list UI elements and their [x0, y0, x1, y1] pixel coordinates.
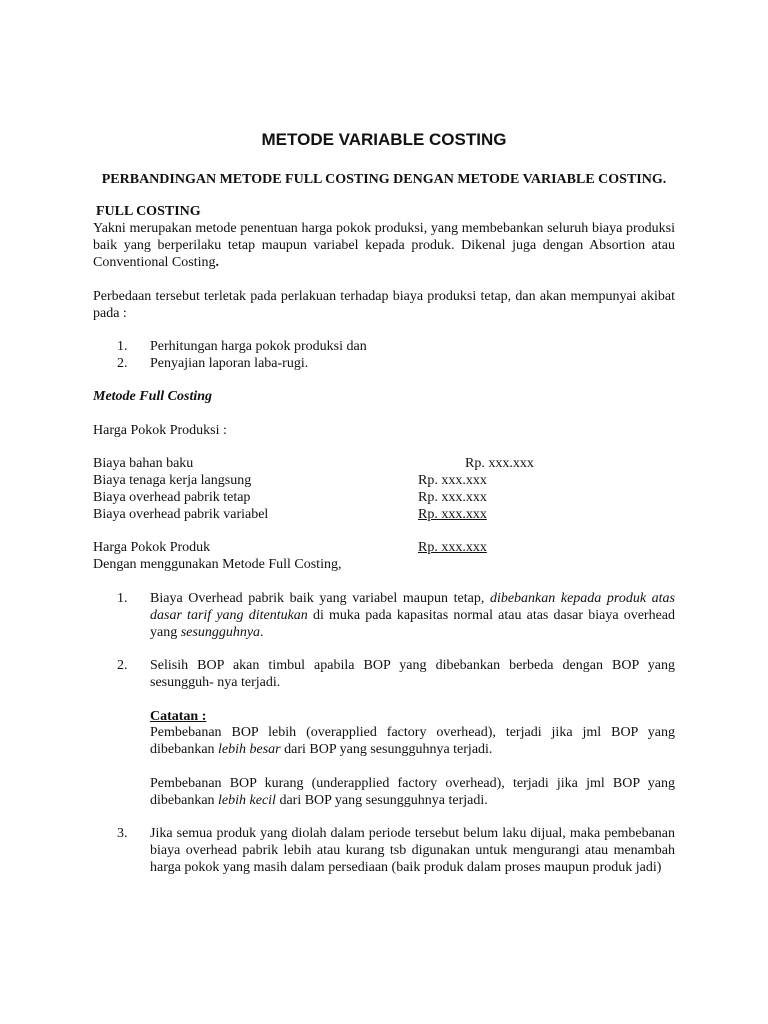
catatan-label: Catatan :: [150, 709, 207, 724]
point-number: 1.: [117, 591, 128, 606]
text-segment: Pembebanan BOP lebih (overapplied factory overhead), terjadi jika jml BOP yang dibebankan: [150, 725, 675, 757]
difference-paragraph: Perbedaan tersebut terletak pada perlakuan terhadap biaya produksi tetap, dan akan mempunyai akibat pada :: [93, 289, 675, 321]
text-segment-italic: dibebankan kepada produk atas dasar tarif yang ditentukan: [150, 591, 675, 623]
text-segment-italic: sesungguhnya: [180, 625, 261, 640]
method-heading: Metode Full Costing: [93, 389, 213, 404]
document-subtitle: PERBANDINGAN METODE FULL COSTING DENGAN METODE VARIABLE COSTING.: [101, 172, 667, 187]
using-method-text: Dengan menggunakan Metode Full Costing,: [93, 557, 342, 572]
cost-row-label: Biaya bahan baku: [93, 456, 194, 471]
cost-row-value: Rp. xxx.xxx: [418, 473, 487, 488]
point-2-text: Selisih BOP akan timbul apabila BOP yang dibebankan berbeda dengan BOP yang sesungguh- nya terjadi.: [150, 658, 675, 690]
cost-row-value: Rp. xxx.xxx: [418, 490, 487, 505]
text-segment-italic: lebih kecil: [218, 793, 276, 808]
text-segment: Pembebanan BOP kurang (underapplied factory overhead), terjadi jika jml BOP yang dibebankan: [150, 776, 675, 808]
document-title: METODE VARIABLE COSTING: [261, 130, 507, 149]
cost-row-label: Biaya tenaga kerja langsung: [93, 473, 252, 488]
list-number: 2.: [117, 356, 128, 371]
list-number: 1.: [117, 339, 128, 354]
list-item-text: Penyajian laporan laba-rugi.: [150, 356, 309, 371]
text-segment: Biaya Overhead pabrik baik yang variabel maupun tetap,: [150, 591, 490, 606]
total-label: Harga Pokok Produk: [93, 540, 211, 555]
definition-period: .: [215, 255, 219, 270]
full-costing-definition: [93, 220, 675, 271]
note-1-text: [150, 724, 675, 758]
full-costing-heading: FULL COSTING: [96, 204, 201, 219]
hpp-label: Harga Pokok Produksi :: [93, 423, 227, 438]
text-segment: .: [260, 625, 264, 640]
cost-row-label: Biaya overhead pabrik variabel: [93, 507, 269, 522]
text-segment-italic: lebih besar: [218, 742, 281, 757]
total-value: Rp. xxx.xxx: [418, 540, 487, 555]
definition-text: Yakni merupakan metode penentuan harga pokok produksi, yang membebankan seluruh biaya produksi baik yang berperilaku tetap maupun variabel kepada produk. Dikenal juga dengan Absortion atau Conventional Costing: [93, 221, 675, 270]
point-number: 2.: [117, 658, 128, 673]
text-segment: dari BOP yang sesungguhnya terjadi.: [275, 793, 488, 808]
point-1-text: [150, 590, 675, 641]
text-segment: dari BOP yang sesungguhnya terjadi.: [280, 742, 493, 757]
cost-row-value: Rp. xxx.xxx: [465, 456, 534, 471]
list-item-text: Perhitungan harga pokok produksi dan: [150, 339, 367, 354]
point-number: 3.: [117, 826, 128, 841]
cost-row-value: Rp. xxx.xxx: [418, 507, 487, 522]
point-3-text: Jika semua produk yang diolah dalam periode tersebut belum laku dijual, maka pembebanan biaya overhead pabrik lebih atau kurang tsb digunakan untuk mengurangi atau menambah harga pokok yang masih dalam persediaan (baik produk dalam proses maupun produk jadi): [150, 826, 675, 875]
note-2-text: [150, 775, 675, 809]
cost-row-label: Biaya overhead pabrik tetap: [93, 490, 251, 505]
text-segment: di muka pada kapasitas normal atau atas dasar biaya overhead yang: [150, 608, 675, 640]
